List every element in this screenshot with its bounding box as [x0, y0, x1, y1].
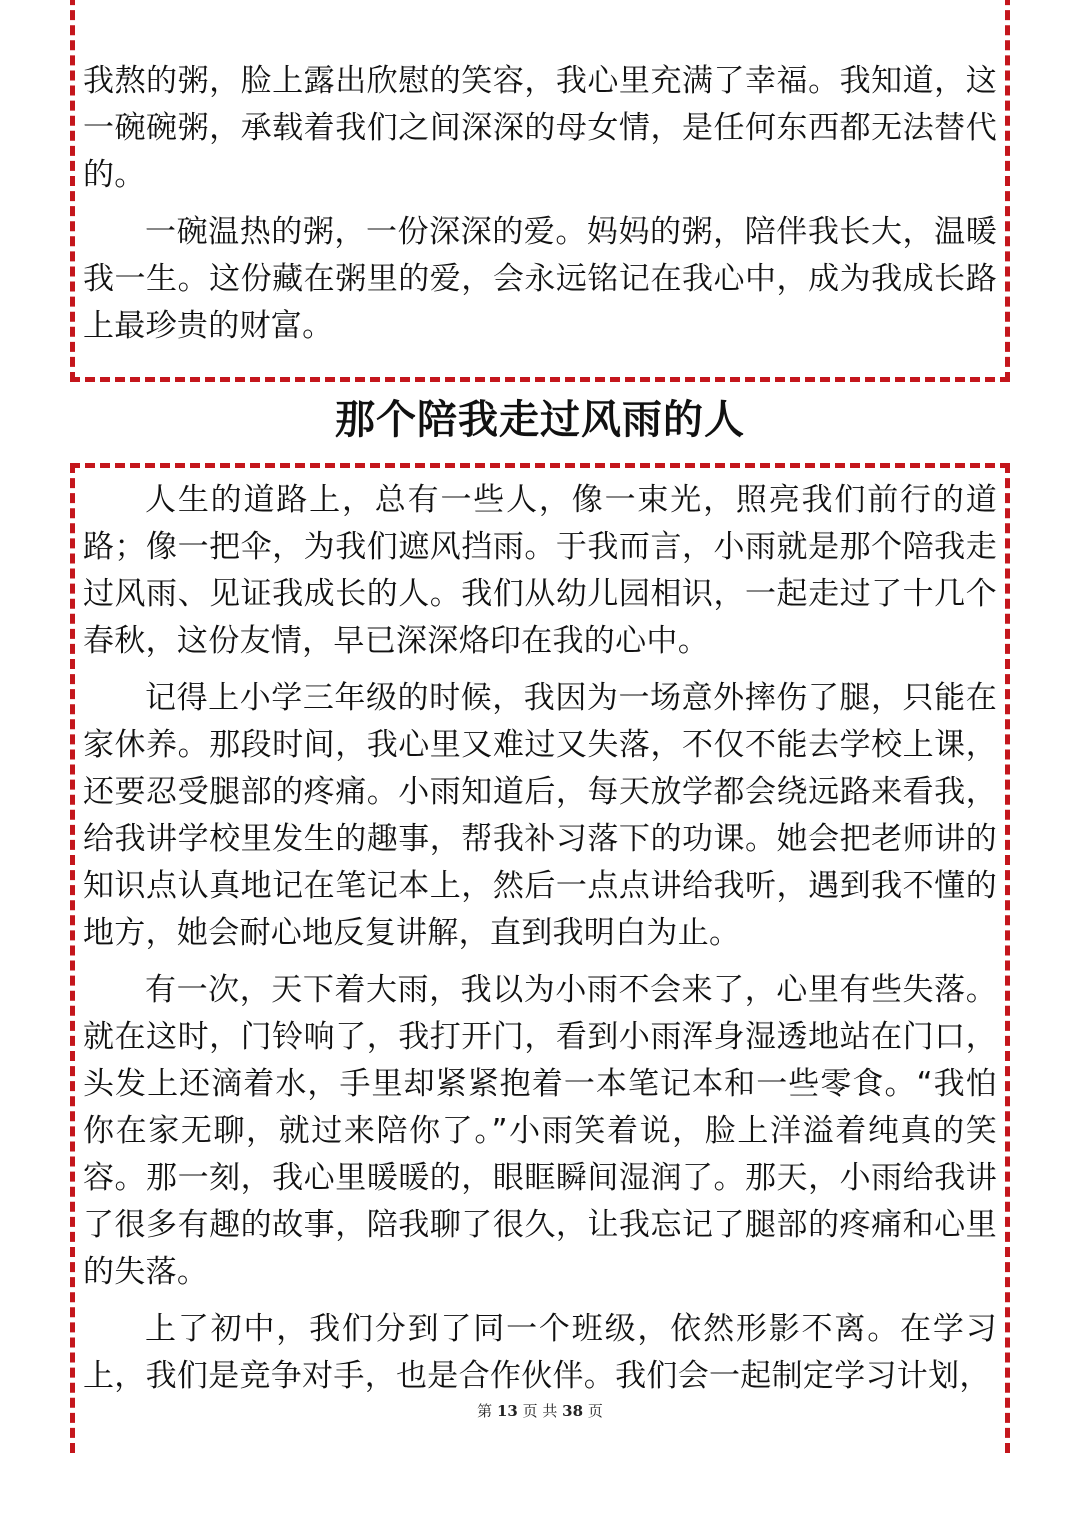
previous-essay-paragraph-2: 一碗温热的粥，一份深深的爱。妈妈的粥，陪伴我长大，温暖我一生。这份藏在粥里的爱，会永远铭记在我心中，成为我成长路上最珍贵的财富。: [83, 214, 997, 344]
previous-essay-box: [70, 0, 1010, 382]
footer-prefix: 第: [477, 1402, 493, 1420]
essay-paragraph-1: 人生的道路上，总有一些人，像一束光，照亮我们前行的道路；像一把伞，为我们遮风挡雨。于我而言，小雨就是那个陪我走过风雨、见证我成长的人。我们从幼儿园相识，一起走过了十几个春秋，这份友情，早已深深烙印在我的心中。: [83, 482, 997, 659]
footer-middle: 页 共: [522, 1402, 558, 1420]
page-footer: [0, 1400, 1080, 1421]
essay-paragraph-2: 记得上小学三年级的时候，我因为一场意外摔伤了腿，只能在家休养。那段时间，我心里又难过又失落，不仅不能去学校上课，还要忍受腿部的疼痛。小雨知道后，每天放学都会绕远路来看我，给我讲学校里发生的趣事，帮我补习落下的功课。她会把老师讲的知识点认真地记在笔记本上，然后一点点讲给我听，遇到我不懂的地方，她会耐心地反复讲解，直到我明白为止。: [83, 680, 997, 951]
footer-suffix: 页: [587, 1402, 603, 1420]
essay-title: 那个陪我走过风雨的人: [335, 397, 745, 443]
total-pages-number: 38: [562, 1402, 584, 1420]
essay-box: [70, 463, 1010, 1453]
previous-essay-paragraph-1: 我熬的粥，脸上露出欣慰的笑容，我心里充满了幸福。我知道，这一碗碗粥，承载着我们之间深深的母女情，是任何东西都无法替代的。: [83, 63, 997, 193]
essay-paragraph-3: 有一次，天下着大雨，我以为小雨不会来了，心里有些失落。就在这时，门铃响了，我打开门，看到小雨浑身湿透地站在门口，头发上还滴着水，手里却紧紧抱着一本笔记本和一些零食。“我怕你在家无聊，就过来陪你了。”小雨笑着说，脸上洋溢着纯真的笑容。那一刻，我心里暖暖的，眼眶瞬间湿润了。那天，小雨给我讲了很多有趣的故事，陪我聊了很久，让我忘记了腿部的疼痛和心里的失落。: [83, 972, 997, 1290]
essay-paragraph-4: 上了初中，我们分到了同一个班级，依然形影不离。在学习上，我们是竞争对手，也是合作伙伴。我们会一起制定学习计划，: [83, 1311, 997, 1394]
current-page-number: 13: [496, 1402, 518, 1420]
